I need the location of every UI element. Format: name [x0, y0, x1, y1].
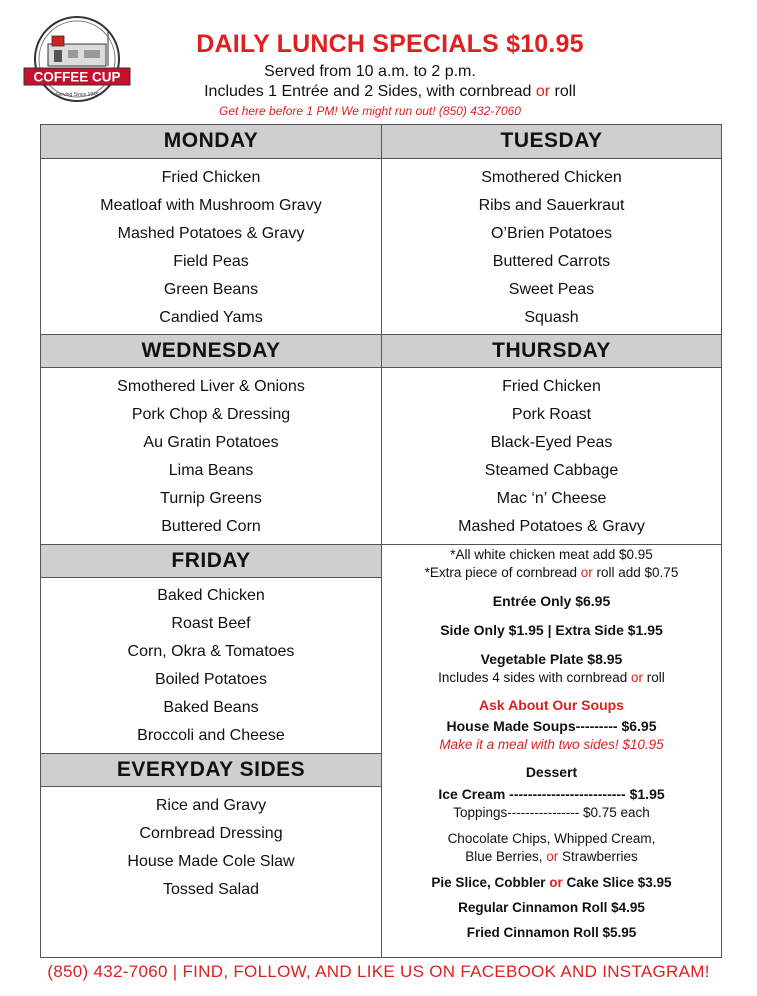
- list-item: Candied Yams: [159, 309, 263, 326]
- house-soups-price: House Made Soups--------- $6.95: [446, 718, 657, 734]
- pie-cake: Cake Slice $3.95: [562, 875, 672, 890]
- list-item: Baked Beans: [163, 699, 259, 716]
- list-item: Rice and Gravy: [155, 797, 267, 814]
- logo-graphic: [22, 14, 132, 110]
- veg-text: Includes 4 sides with cornbread: [438, 670, 632, 685]
- veg-or: or: [631, 670, 644, 685]
- cornbread-roll: roll add $0.75: [592, 565, 679, 580]
- footer-contact: (850) 432-7060 | FIND, FOLLOW, AND LIKE US ON FACEBOOK AND INSTAGRAM!: [47, 962, 710, 981]
- toppings-or: or: [546, 849, 559, 864]
- pie-text: Pie Slice, Cobbler: [431, 875, 550, 890]
- includes-line: [150, 83, 630, 101]
- thursday-header: THURSDAY: [382, 334, 721, 368]
- toppings-price: Toppings---------------- $0.75 each: [453, 805, 650, 820]
- list-item: Green Beans: [163, 281, 259, 298]
- list-item: Mashed Potatoes & Gravy: [458, 518, 645, 535]
- page-title: DAILY LUNCH SPECIALS $10.95: [196, 30, 584, 58]
- everyday-sides-header: EVERYDAY SIDES: [41, 753, 381, 787]
- list-item: Mashed Potatoes & Gravy: [117, 225, 305, 242]
- friday-header: FRIDAY: [41, 544, 381, 578]
- coffee-cup-logo: [22, 14, 132, 110]
- wednesday-items: [41, 373, 381, 541]
- tuesday-items: [382, 164, 721, 332]
- vegetable-plate-price: Vegetable Plate $8.95: [480, 651, 623, 667]
- includes-text: Includes 1 Entrée and 2 Sides, with cornbread: [204, 83, 536, 100]
- list-item: Broccoli and Cheese: [137, 727, 285, 744]
- list-item: O’Brien Potatoes: [491, 225, 612, 242]
- list-item: Meatloaf with Mushroom Gravy: [100, 197, 322, 214]
- list-item: Cornbread Dressing: [139, 825, 283, 842]
- list-item: Buttered Carrots: [492, 253, 611, 270]
- served-hours: Served from 10 a.m. to 2 p.m.: [264, 63, 476, 80]
- extras-section: [382, 545, 721, 943]
- pie-or: or: [549, 875, 563, 890]
- logo-tagline-text: Serving Since 1945: [55, 92, 99, 98]
- list-item: Pork Roast: [511, 406, 592, 423]
- list-item: Fried Chicken: [502, 378, 601, 395]
- toppings-list-1: Chocolate Chips, Whipped Cream,: [447, 831, 656, 846]
- list-item: Pork Chop & Dressing: [131, 406, 291, 423]
- monday-items: [41, 164, 381, 332]
- list-item: Squash: [524, 309, 579, 326]
- toppings-list-2: [382, 848, 721, 866]
- list-item: Ribs and Sauerkraut: [478, 197, 625, 214]
- entree-only-price: Entrée Only $6.95: [492, 593, 611, 609]
- menu-table: [40, 124, 722, 958]
- vegetable-plate-note: [382, 669, 721, 687]
- toppings-text: Blue Berries,: [465, 849, 547, 864]
- includes-or: or: [535, 83, 551, 100]
- list-item: Au Gratin Potatoes: [143, 434, 279, 451]
- cornbread-text: *Extra piece of cornbread: [424, 565, 581, 580]
- list-item: House Made Cole Slaw: [127, 853, 295, 870]
- ask-soups: Ask About Our Soups: [479, 697, 624, 713]
- dessert-heading: Dessert: [525, 764, 578, 780]
- fried-cinnamon-roll-price: Fried Cinnamon Roll $5.95: [466, 925, 637, 940]
- list-item: Buttered Corn: [161, 518, 261, 535]
- includes-roll: roll: [550, 83, 576, 100]
- list-item: Mac ‘n’ Cheese: [496, 490, 607, 507]
- list-item: Boiled Potatoes: [154, 671, 268, 688]
- list-item: Baked Chicken: [157, 587, 265, 604]
- list-item: Sweet Peas: [508, 281, 595, 298]
- monday-header: MONDAY: [41, 125, 381, 159]
- pie-slice-price: [382, 873, 721, 893]
- list-item: Smothered Chicken: [481, 169, 622, 186]
- veg-roll: roll: [643, 670, 665, 685]
- tuesday-header: TUESDAY: [382, 125, 721, 159]
- extra-cornbread-note: [382, 564, 721, 582]
- toppings-strawberries: Strawberries: [558, 849, 638, 864]
- header-note: Get here before 1 PM! We might run out! (850) 432-7060: [219, 104, 521, 118]
- list-item: Smothered Liver & Onions: [117, 378, 305, 395]
- logo-brand-text: COFFEE CUP: [33, 69, 121, 85]
- list-item: Lima Beans: [168, 462, 254, 479]
- ice-cream-price: Ice Cream ------------------------- $1.95: [438, 786, 665, 802]
- white-meat-note: *All white chicken meat add $0.95: [450, 547, 653, 562]
- thursday-items: [382, 373, 721, 541]
- friday-items: [41, 582, 381, 750]
- regular-cinnamon-roll-price: Regular Cinnamon Roll $4.95: [458, 900, 645, 915]
- list-item: Roast Beef: [171, 615, 251, 632]
- everyday-sides-items: [41, 792, 381, 904]
- cornbread-or: or: [580, 565, 593, 580]
- list-item: Black-Eyed Peas: [490, 434, 613, 451]
- side-only-price: Side Only $1.95 | Extra Side $1.95: [440, 622, 663, 638]
- list-item: Fried Chicken: [161, 169, 261, 186]
- wednesday-header: WEDNESDAY: [41, 334, 381, 368]
- list-item: Turnip Greens: [160, 490, 262, 507]
- make-meal-note: Make it a meal with two sides! $10.95: [439, 737, 664, 752]
- list-item: Steamed Cabbage: [484, 462, 619, 479]
- list-item: Tossed Salad: [162, 881, 260, 898]
- list-item: Corn, Okra & Tomatoes: [127, 643, 295, 660]
- list-item: Field Peas: [173, 253, 249, 270]
